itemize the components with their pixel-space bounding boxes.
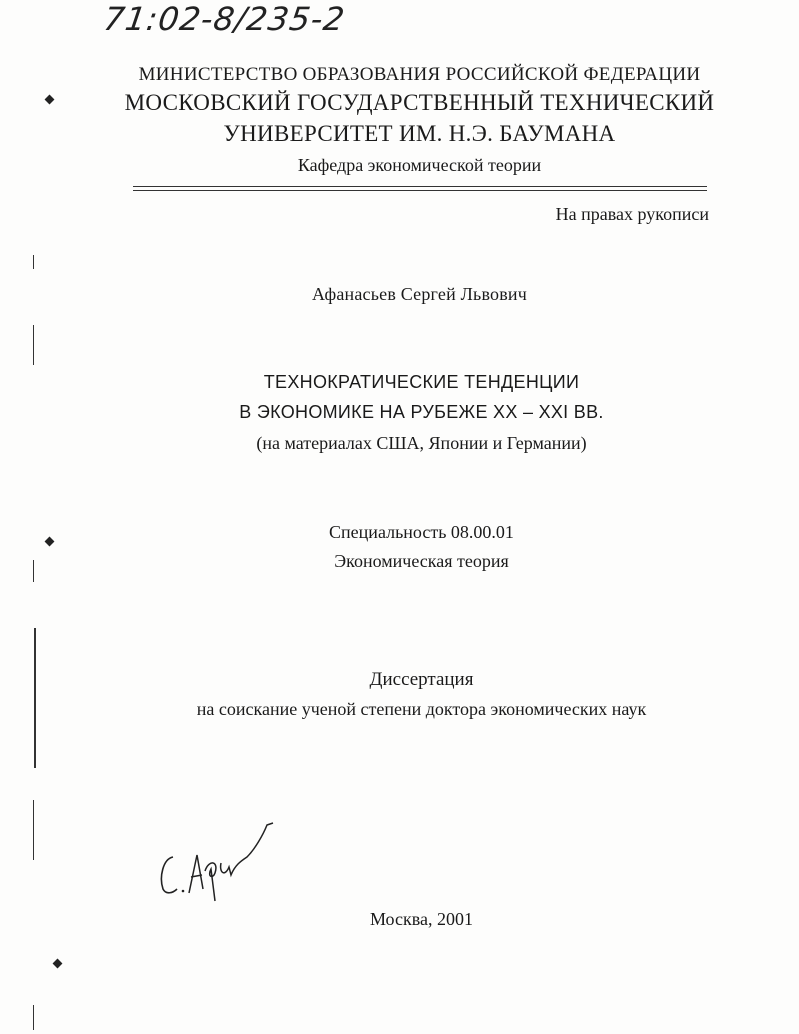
scan-margin-line	[33, 800, 34, 860]
archive-number-handwritten: 71:02-8/235-2	[101, 0, 348, 38]
header-divider-top	[133, 186, 707, 187]
dissertation-degree: на соискание ученой степени доктора экономических наук	[196, 699, 647, 719]
title-line1: ТЕХНОКРАТИЧЕСКИЕ ТЕНДЕНЦИИ	[263, 372, 580, 392]
scan-margin-line	[33, 325, 34, 365]
place-and-year: Москва, 2001	[370, 909, 473, 929]
title-subtitle: (на материалах США, Японии и Германии)	[256, 433, 587, 453]
ministry-name: МИНИСТЕРСТВО ОБРАЗОВАНИЯ РОССИЙСКОЙ ФЕДЕРАЦИИ	[138, 64, 701, 85]
university-name-line2: УНИВЕРСИТЕТ ИМ. Н.Э. БАУМАНА	[223, 121, 616, 146]
scan-mark	[53, 959, 63, 969]
department-name: Кафедра экономической теории	[297, 155, 542, 175]
handwritten-signature	[155, 815, 285, 905]
dissertation-type: Диссертация	[369, 669, 474, 690]
title-line2: В ЭКОНОМИКЕ НА РУБЕЖЕ XX – XXI ВВ.	[239, 402, 604, 422]
author-name: Афанасьев Сергей Львович	[311, 284, 528, 304]
scan-margin-line	[33, 560, 34, 582]
specialty-code: Специальность 08.00.01	[329, 522, 514, 542]
specialty-name: Экономическая теория	[334, 551, 509, 571]
scan-margin-line	[34, 628, 36, 768]
manuscript-rights-label: На правах рукописи	[555, 204, 709, 224]
header-divider-bottom	[133, 190, 707, 191]
university-name-line1: МОСКОВСКИЙ ГОСУДАРСТВЕННЫЙ ТЕХНИЧЕСКИЙ	[124, 90, 715, 115]
scan-margin-line	[33, 1005, 34, 1030]
scan-margin-line	[33, 255, 34, 269]
